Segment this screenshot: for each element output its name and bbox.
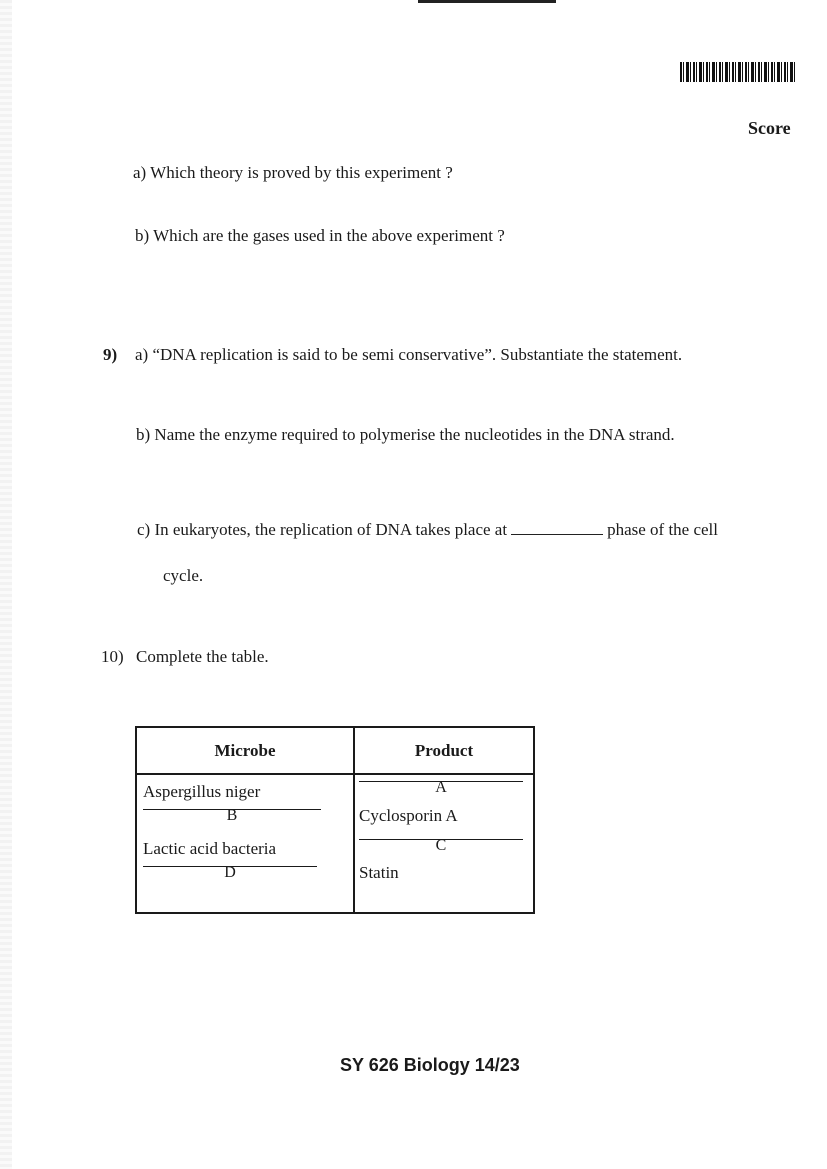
table-cell-product-2: Cyclosporin A [359,806,458,825]
question-8a: a) Which theory is proved by this experiment ? [133,163,453,182]
table-cell-microbe-1: Aspergillus niger [143,782,261,801]
page-footer: SY 626 Biology 14/23 [340,1055,520,1075]
header-microbe: Microbe [214,741,276,760]
table-cell-product-3[interactable]: C [359,838,523,840]
microbe-product-table [135,726,535,914]
table-cell-microbe-3: Lactic acid bacteria [143,839,277,858]
barcode-image [680,62,797,82]
scan-edge [0,0,12,1169]
table-cell-microbe-2[interactable]: B [143,808,321,810]
question-10: Complete the table. [136,647,269,666]
question-9a: a) “DNA replication is said to be semi conservative”. Substantiate the statement. [135,345,683,364]
question-9-number: 9) [103,345,118,364]
table-cell-product-1[interactable]: A [359,780,523,782]
answer-blank[interactable] [511,533,603,535]
header-divider [137,773,533,775]
score-label: Score [748,118,791,138]
table-cell-product-4: Statin [359,863,399,882]
question-9c-continuation: cycle. [163,566,204,585]
question-9c-text-end: phase of the cell [607,520,719,539]
question-9b: b) Name the enzyme required to polymerise the nucleotides in the DNA strand. [136,425,675,444]
table-cell-microbe-4[interactable]: D [143,865,317,867]
question-10-number: 10) [101,647,124,666]
question-9c-text: c) In eukaryotes, the replication of DNA takes place at [137,520,508,539]
question-9c [137,520,718,540]
question-8b: b) Which are the gases used in the above experiment ? [135,226,505,245]
top-edge-mark [418,0,556,3]
header-product: Product [414,741,474,760]
